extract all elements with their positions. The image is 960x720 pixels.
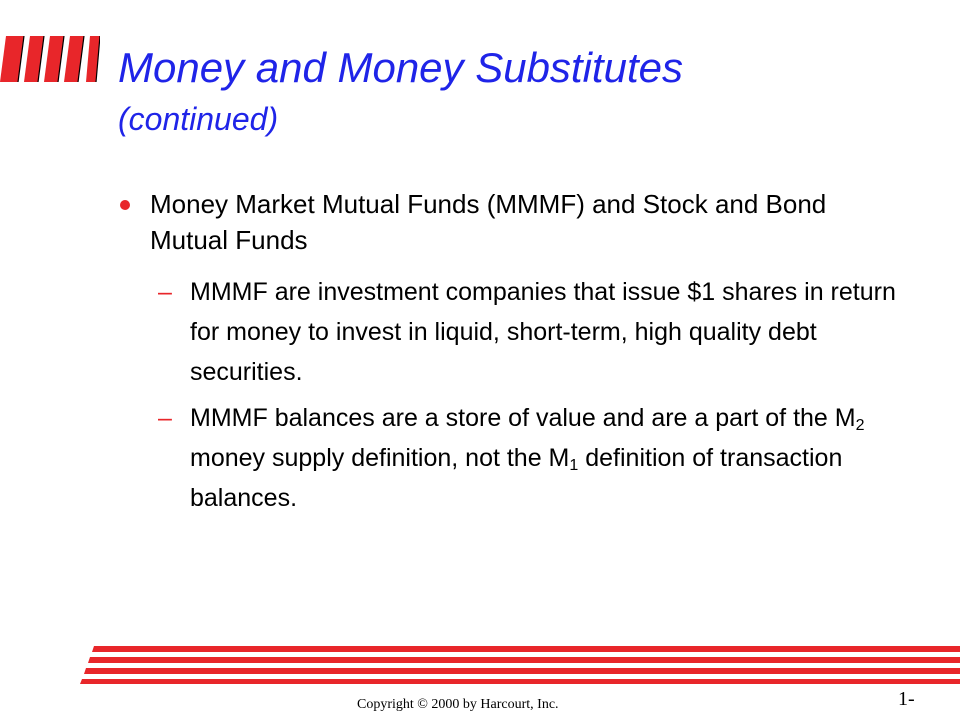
subscript-1: 1 xyxy=(569,457,579,474)
title-continued: (continued) xyxy=(118,101,279,137)
sub-bullet-2-text-c: definition of transaction balances. xyxy=(190,444,843,512)
dash-icon: – xyxy=(158,278,172,306)
slide-title xyxy=(118,42,938,140)
dash-icon: – xyxy=(158,404,172,432)
bullet-text: Money Market Mutual Funds (MMMF) and Stock and Bond Mutual Funds xyxy=(150,189,827,255)
copyright-notice: Copyright © 2000 by Harcourt, Inc. xyxy=(357,697,559,712)
bullet-dot-icon xyxy=(120,200,130,210)
title-main: Money and Money Substitutes xyxy=(118,44,683,91)
sub-bullet-2-text-a: MMMF balances are a store of value and are a part of the M xyxy=(190,404,856,432)
sub-bullet-1-text: MMMF are investment companies that issue $1 shares in return for money to invest in liquid, short-term, high quality debt securities. xyxy=(190,278,896,386)
sub-bullet-2-text xyxy=(190,398,910,518)
sub-bullet-2-text-b: money supply definition, not the M xyxy=(190,444,570,472)
corner-logo xyxy=(0,36,100,82)
page-number: 1- xyxy=(898,688,915,710)
bottom-stripes xyxy=(80,644,960,684)
subscript-2: 2 xyxy=(855,417,865,434)
